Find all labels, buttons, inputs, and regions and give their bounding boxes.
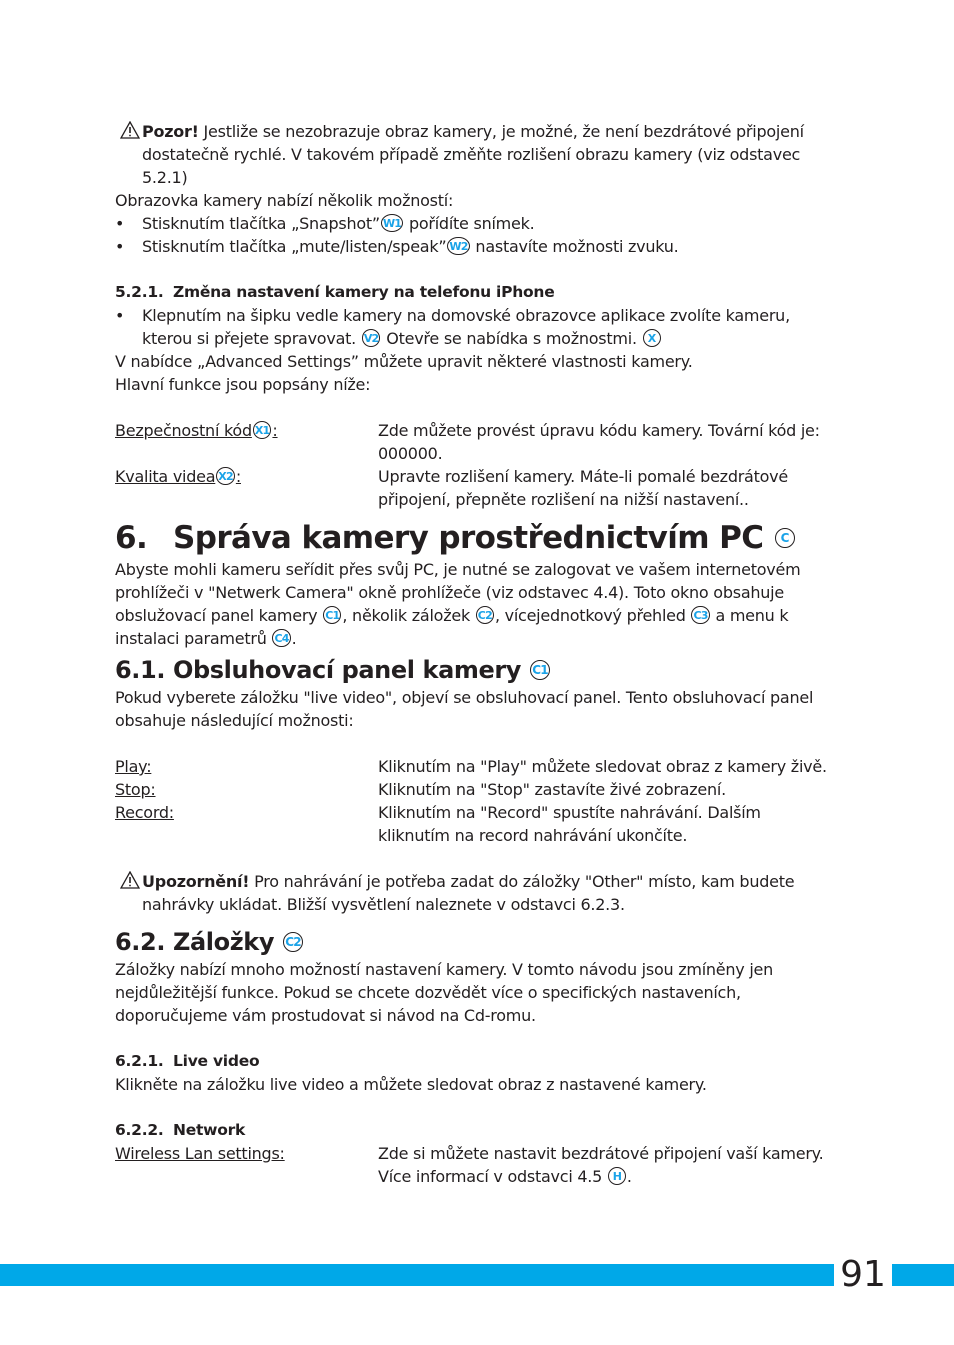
ref-badge-c2: C2 <box>476 606 494 624</box>
ref-badge-x2: X2 <box>216 467 235 485</box>
warning-text: Jestliže se nezobrazuje obraz kamery, je možné, že není bezdrátové připojení dostatečně rychlé. V takovém případě změňte rozlišení obrazu kamery (viz odstavec 5.2.1) <box>142 122 804 187</box>
network-definitions <box>115 1142 835 1188</box>
warning-label: Pozor! <box>142 122 199 141</box>
ref-badge-c1: C1 <box>323 606 341 624</box>
definition-term: Record: <box>115 803 174 822</box>
paragraph: Pokud vyberete záložku "live video", objeví se obsluhovací panel. Tento obsluhovací panel obsahuje následující možnosti: <box>115 688 814 730</box>
ref-badge-w1: W1 <box>381 214 403 232</box>
ref-badge-c1: C1 <box>530 660 550 680</box>
ref-badge-x: X <box>643 329 661 347</box>
definition-row <box>115 465 835 511</box>
paragraph: Záložky nabízí mnoho možností nastavení kamery. V tomto návodu jsou zmíněny jen nejdůležitější funkce. Pokud se chcete dozvědět více o specifických nastaveních, doporučujeme vám prostudovat si návod na Cd-romu. <box>115 960 773 1025</box>
ref-badge-w2: W2 <box>447 237 469 255</box>
definition-term: Stop: <box>115 780 156 799</box>
ref-badge-c2: C2 <box>283 932 303 952</box>
definition-row <box>115 1142 835 1188</box>
settings-definitions <box>115 419 835 511</box>
definition-term: Kvalita videa X2 : <box>115 467 241 486</box>
warning-label: Upozornění! <box>142 872 250 891</box>
warning-triangle-icon <box>120 871 140 889</box>
definition-term: Play: <box>115 757 152 776</box>
list-item: • Klepnutím na šipku vedle kamery na domovské obrazovce aplikace zvolíte kameru, kterou si přejete spravovat. V2 Otevře se nabídka s možnostmi. X <box>115 304 835 350</box>
warning-text: Pro nahrávání je potřeba zadat do záložky "Other" místo, kam budete nahrávky ukládat. Bližší vysvětlení naleznete v odstavci 6.2.3. <box>142 872 795 914</box>
section-heading-6-2: 6.2. Záložky C2 <box>115 926 835 958</box>
list-item: • Stisknutím tlačítka „mute/listen/speak” W2 nastavíte možnosti zvuku. <box>115 235 835 258</box>
page-content <box>115 120 835 1188</box>
definition-term: Wireless Lan settings: <box>115 1144 285 1163</box>
definition-term: Bezpečnostní kód X1 : <box>115 421 278 440</box>
ref-badge-c4: C4 <box>272 629 290 647</box>
chapter-heading-6: 6. Správa kamery prostřednictvím PC C <box>115 518 835 558</box>
definition-row <box>115 801 835 847</box>
section-heading-6-2-2: 6.2.2. Network <box>115 1121 246 1139</box>
iphone-list <box>115 304 835 350</box>
page-number: 91 <box>840 1254 886 1295</box>
section-heading-6-1: 6.1. Obsluhovací panel kamery C1 <box>115 654 835 686</box>
ref-badge-c3: C3 <box>691 606 709 624</box>
paragraph: Hlavní funkce jsou popsány níže: <box>115 375 371 394</box>
definition-desc: Kliknutím na "Stop" zastavíte živé zobrazení. <box>378 780 726 799</box>
definition-desc: Zde si můžete nastavit bezdrátové připojení vaší kamery. Více informací v odstavci 4.5 H . <box>378 1144 824 1186</box>
ref-badge-x1: X1 <box>253 421 272 439</box>
definition-desc: Upravte rozlišení kamery. Máte-li pomalé bezdrátové připojení, přepněte rozlišení na nižší nastavení.. <box>378 467 788 509</box>
warning-triangle-icon <box>120 121 140 139</box>
options-list <box>115 212 835 258</box>
control-definitions <box>115 755 835 847</box>
paragraph: V nabídce „Advanced Settings” můžete upravit některé vlastnosti kamery. <box>115 352 693 371</box>
definition-desc: Kliknutím na "Record" spustíte nahrávání. Dalším kliknutím na record nahrávání ukončíte. <box>378 803 761 845</box>
warning-note <box>115 120 835 189</box>
section-heading-6-2-1: 6.2.1. Live video <box>115 1052 260 1070</box>
definition-desc: Zde můžete provést úpravu kódu kamery. Tovární kód je: 000000. <box>378 421 820 463</box>
footer-bar <box>0 1264 954 1286</box>
warning-note <box>115 870 835 916</box>
definition-desc: Kliknutím na "Play" můžete sledovat obraz z kamery živě. <box>378 757 827 776</box>
definition-row <box>115 778 835 801</box>
intro-text: Obrazovka kamery nabízí několik možností: <box>115 191 454 210</box>
ref-badge-h: H <box>608 1167 626 1185</box>
list-item: • Stisknutím tlačítka „Snapshot” W1 pořídíte snímek. <box>115 212 835 235</box>
definition-row <box>115 419 835 465</box>
paragraph: Klikněte na záložku live video a můžete sledovat obraz z nastavené kamery. <box>115 1075 707 1094</box>
section-heading-5-2-1: 5.2.1. Změna nastavení kamery na telefonu iPhone <box>115 283 555 301</box>
ref-badge-v2: V2 <box>362 329 381 347</box>
paragraph: Abyste mohli kameru seřídit přes svůj PC, je nutné se zalogovat ve vašem internetovém prohlížeči v "Netwerk Camera" okně prohlížeče (viz odstavec 4.4). Toto okno obsahuje obslužovací panel kamery C1 , několik záložek C2 , vícejednotkový přehled C3 a menu k instalaci parametrů C4 . <box>115 560 801 648</box>
definition-row <box>115 755 835 778</box>
ref-badge-c: C <box>775 528 795 548</box>
